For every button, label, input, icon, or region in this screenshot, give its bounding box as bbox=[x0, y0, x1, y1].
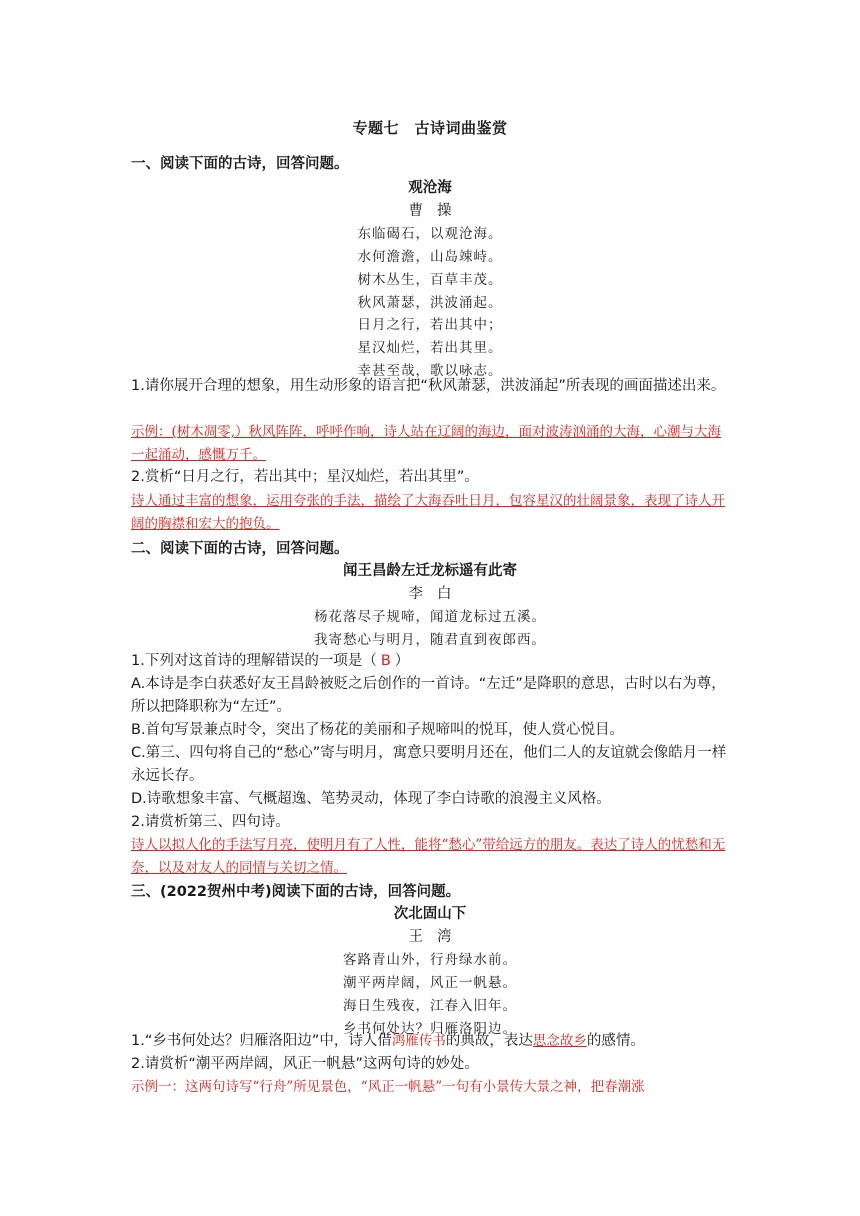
question-1-2: 2.赏析“日月之行，若出其中；星汉灿烂，若出其里”。 bbox=[131, 469, 479, 485]
answer-3-1-feeling: 思念故乡 bbox=[532, 1033, 587, 1049]
question-2-2: 2.请赏析第三、四句诗。 bbox=[131, 814, 290, 830]
answer-1-1: 示例：(树木凋零,）秋风阵阵，呼呼作响，诗人站在辽阔的海边，面对波涛汹涌的大海，心潮与大海一起涌动，感慨万千。 bbox=[131, 424, 722, 463]
question-3-1 bbox=[131, 1030, 731, 1053]
option-c: C.第三、四句将自己的“愁心”寄与明月，寓意只要明月还在，他们二人的友谊就会像皓月一样永远长存。 bbox=[131, 745, 727, 784]
option-b: B.首句写景兼点时令，突出了杨花的美丽和子规啼叫的悦耳，使人赏心悦目。 bbox=[131, 722, 625, 738]
answer-2-2: 诗人以拟人化的手法写月亮，使明月有了人性，能将“愁心”带给远方的朋友。表达了诗人的忧愁和无奈，以及对友人的同情与关切之情。 bbox=[131, 837, 726, 876]
poem-1-line: 秋风萧瑟，洪波涌起。 bbox=[357, 295, 503, 311]
poem-1-line: 日月之行，若出其中； bbox=[357, 317, 503, 333]
question-2-1 bbox=[131, 650, 731, 673]
poem-2-line: 我寄愁心与明月，随君直到夜郎西。 bbox=[314, 632, 546, 648]
poem-2-author: 李白 bbox=[408, 586, 466, 602]
poem-1-line: 水何澹澹，山岛竦峙。 bbox=[357, 249, 503, 265]
poem-2-line: 杨花落尽子规啼，闻道龙标过五溪。 bbox=[314, 609, 546, 625]
poem-3-line: 乡书何处达？归雁洛阳边。 bbox=[343, 1021, 517, 1037]
poem-3-title: 次北固山下 bbox=[393, 906, 467, 922]
poem-3-author: 王湾 bbox=[408, 929, 466, 945]
question-3-1-part: 的感情。 bbox=[586, 1033, 645, 1049]
question-2-1-prefix: 1.下列对这首诗的理解错误的一项是（ bbox=[131, 653, 377, 669]
page-title: 专题七 古诗词曲鉴赏 bbox=[352, 119, 508, 137]
poem-3-line: 海日生残夜，江春入旧年。 bbox=[343, 998, 517, 1014]
option-d: D.诗歌想象丰富、气概超逸、笔势灵动，体现了李白诗歌的浪漫主义风格。 bbox=[131, 791, 611, 807]
poem-3-line: 客路青山外，行舟绿水前。 bbox=[343, 952, 517, 968]
question-3-1-part: 的典故，表达 bbox=[445, 1033, 533, 1049]
section-1-heading: 一、阅读下面的古诗，回答问题。 bbox=[131, 156, 349, 172]
question-3-2: 2.请赏析“潮平两岸阔，风正一帆悬”这两句诗的妙处。 bbox=[131, 1056, 479, 1072]
section-2-heading: 二、阅读下面的古诗，回答问题。 bbox=[131, 541, 349, 557]
question-2-1-answer: B bbox=[380, 653, 391, 669]
question-3-1-part: 1.“乡书何处达？归雁洛阳边”中，诗人借 bbox=[131, 1033, 392, 1049]
section-3-heading: 三、(2022贺州中考)阅读下面的古诗，回答问题。 bbox=[131, 884, 461, 900]
poem-1-author: 曹操 bbox=[408, 203, 466, 219]
question-1-1: 1.请你展开合理的想象，用生动形象的语言把“秋风萧瑟，洪波涌起”所表现的画面描述出来。 bbox=[131, 378, 726, 394]
poem-2-title: 闻王昌龄左迁龙标遥有此寄 bbox=[343, 563, 517, 579]
poem-1-line: 东临碣石，以观沧海。 bbox=[357, 226, 503, 242]
answer-3-1-allusion: 鸿雁传书 bbox=[391, 1033, 446, 1049]
poem-1-line: 树木丛生，百草丰茂。 bbox=[357, 272, 503, 288]
option-a: A.本诗是李白获悉好友王昌龄被贬之后创作的一首诗。“左迁”是降职的意思，古时以右为尊，所以把降职称为“左迁”。 bbox=[131, 676, 726, 715]
poem-1-line: 幸甚至哉，歌以咏志。 bbox=[357, 363, 503, 379]
answer-3-2: 示例一：这两句诗写“行舟”所见景色，“风正一帆悬”一句有小景传大景之神，把春潮涨 bbox=[131, 1079, 645, 1095]
poem-1-title: 观沧海 bbox=[408, 180, 452, 196]
answer-1-2: 诗人通过丰富的想象，运用夸张的手法，描绘了大海吞吐日月，包容星汉的壮阔景象，表现了诗人开阔的胸襟和宏大的抱负。 bbox=[131, 493, 725, 532]
question-2-1-suffix: ） bbox=[394, 653, 410, 669]
poem-3-line: 潮平两岸阔，风正一帆悬。 bbox=[343, 975, 517, 991]
poem-1-line: 星汉灿烂，若出其里。 bbox=[357, 340, 503, 356]
